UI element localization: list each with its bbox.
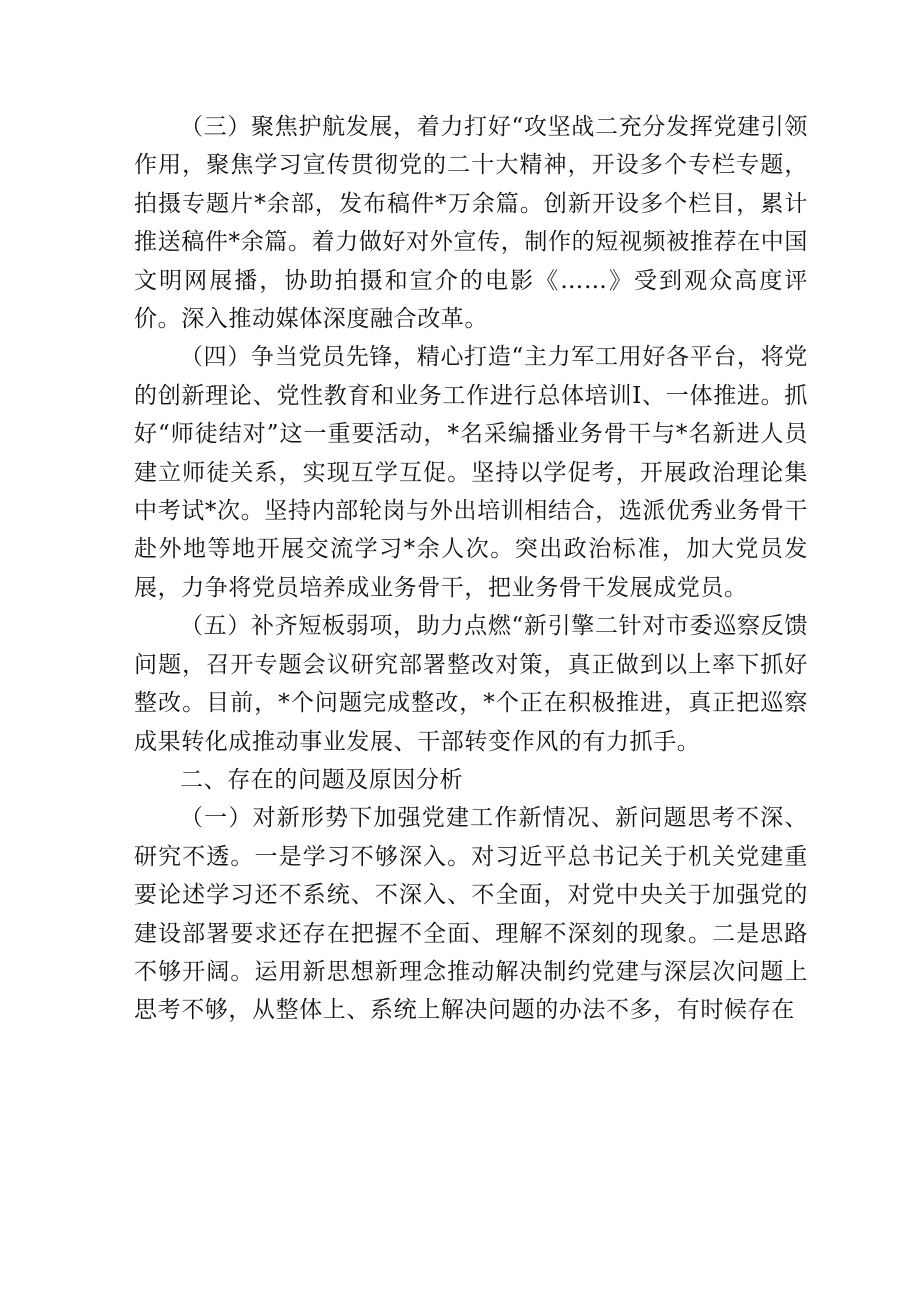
section-heading-2: 二、存在的问题及原因分析 [180,766,464,793]
paragraph-4: （四）争当党员先锋，精心打造“主力军工用好各平台，将党的创新理论、党性教育和业务工作进行总体培训I、一体推进。抓好“师徒结对”这一重要活动，*名采编播业务骨干与*名新进人员建立师徒关系，实现互学互促。坚持以学促考，开展政治理论集中考试*次。坚持内部轮岗与外出培训相结合，选派优秀业务骨干赴外地等地开展交流学习*余人次。突出政治标准，加大党员发展，力争将党员培养成业务骨干，把业务骨干发展成党员。 [134,344,808,601]
paragraph-issue-1: （一）对新形势下加强党建工作新情况、新问题思考不深、研究不透。一是学习不够深入。对习近平总书记关于机关党建重要论述学习还不系统、不深入、不全面，对党中央关于加强党的建设部署要求还存在把握不全面、理解不深刻的现象。二是思路不够开阔。运用新思想新理念推动解决制约党建与深层次问题上思考不够，从整体上、系统上解决问题的办法不多，有时候存在 [134,805,808,1024]
paragraph-5: （五）补齐短板弱项，助力点燃“新引擎二针对市委巡察反馈问题，召开专题会议研究部署整改对策，真正做到以上率下抓好整改。目前，*个问题完成整改，*个正在积极推进，真正把巡察成果转化成推动事业发展、干部转变作风的有力抓手。 [134,613,808,755]
paragraph-3: （三）聚焦护航发展，着力打好“攻坚战二充分发挥党建引领作用，聚焦学习宣传贯彻党的二十大精神，开设多个专栏专题，拍摄专题片*余部，发布稿件*万余篇。创新开设多个栏目，累计推送稿件*余篇。着力做好对外宣传，制作的短视频被推荐在中国文明网展播，协助拍摄和宣介的电影《……》受到观众高度评价。深入推动媒体深度融合改革。 [134,114,808,333]
